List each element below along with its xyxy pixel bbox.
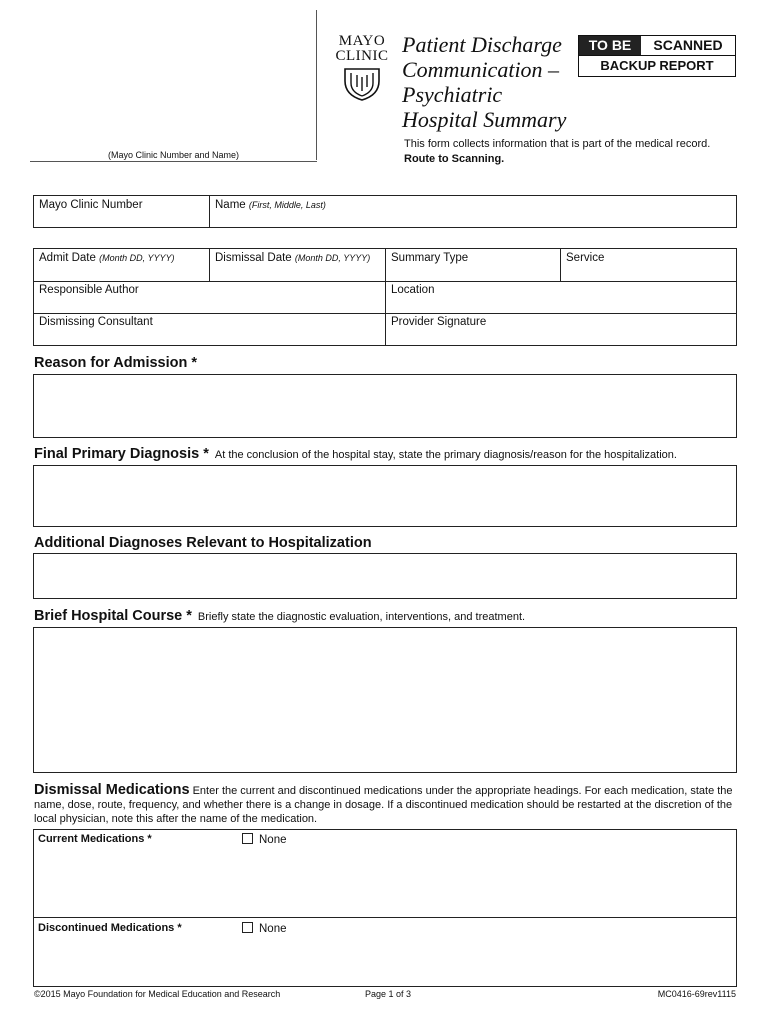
final-diagnosis-description: At the conclusion of the hospital stay, state the primary diagnosis/reason for the hospitalization. (214, 449, 677, 461)
scan-tobe-label: TO BE (579, 36, 641, 55)
patient-label-line (30, 161, 317, 162)
admit-date-hint: (Month DD, YYYY) (99, 253, 175, 263)
form-note (404, 137, 710, 167)
dismissing-consultant-field[interactable] (34, 313, 385, 345)
discontinued-medications-textarea[interactable] (35, 939, 735, 986)
service-label: Service (566, 252, 605, 264)
discontinued-medications-label: Discontinued Medications * (38, 922, 182, 934)
reason-for-admission-title: Reason for Admission * (34, 355, 198, 371)
additional-diagnoses-textarea[interactable] (33, 553, 737, 599)
patient-identity-box (33, 195, 737, 228)
admit-date-label: Admit Date (39, 252, 96, 264)
location-field[interactable] (386, 281, 736, 313)
scan-scanned-label: SCANNED (653, 37, 723, 53)
footer-page-number: Page 1 of 3 (365, 989, 412, 999)
hospital-course-title: Brief Hospital Course * (34, 608, 192, 624)
reason-for-admission-heading (34, 355, 197, 371)
dismissing-consultant-label: Dismissing Consultant (39, 316, 153, 328)
checkbox-icon[interactable] (242, 833, 253, 844)
responsible-author-field[interactable] (34, 281, 385, 313)
provider-signature-field[interactable] (386, 313, 736, 345)
current-none-label: None (259, 834, 287, 846)
additional-diagnoses-heading (34, 535, 372, 551)
location-label: Location (391, 284, 435, 296)
scan-status-box (578, 35, 736, 77)
provider-signature-label: Provider Signature (391, 316, 487, 328)
discontinued-medications-none-checkbox[interactable] (242, 922, 287, 935)
dismissal-date-label: Dismissal Date (215, 252, 292, 264)
mayo-clinic-logo (328, 34, 396, 101)
responsible-author-label: Responsible Author (39, 284, 139, 296)
final-diagnosis-heading (34, 446, 677, 462)
final-diagnosis-textarea[interactable] (33, 465, 737, 527)
service-field[interactable] (561, 249, 736, 281)
shield-icon (342, 67, 382, 101)
mayo-clinic-number-field[interactable] (34, 196, 210, 227)
medications-box (33, 829, 737, 987)
logo-line-2: CLINIC (335, 48, 389, 64)
dismissal-medications-heading (34, 783, 738, 826)
summary-type-field[interactable] (386, 249, 561, 281)
additional-diagnoses-title: Additional Diagnoses Relevant to Hospitalization (34, 535, 372, 551)
discontinued-none-label: None (259, 923, 287, 935)
patient-name-hint: (First, Middle, Last) (248, 200, 326, 210)
title-line-4: Hospital Summary (402, 107, 567, 132)
footer-form-id: MC0416-69rev1115 (657, 989, 736, 999)
dismissal-date-field[interactable] (210, 249, 386, 281)
patient-name-field[interactable] (210, 196, 736, 227)
current-medications-none-checkbox[interactable] (242, 833, 287, 846)
final-diagnosis-title: Final Primary Diagnosis * (34, 446, 209, 462)
form-note-text: This form collects information that is part of the medical record. (404, 138, 711, 150)
mayo-clinic-number-label: Mayo Clinic Number (39, 199, 143, 211)
header-divider (316, 10, 317, 160)
dismissal-medications-description: Enter the current and discontinued medications under the appropriate headings. For each medication, state the name, dose, route, frequency, and whether there is a change in dosage. If a discontinued medication should be restarted at the discretion of the local physician, note this after the name of the medication. (34, 785, 733, 825)
patient-label-caption: (Mayo Clinic Number and Name) (107, 150, 240, 160)
admission-details-grid (33, 248, 737, 346)
title-line-3: Psychiatric (402, 82, 503, 107)
title-line-1: Patient Discharge (402, 32, 562, 57)
hospital-course-heading (34, 608, 525, 624)
medications-divider (34, 917, 736, 918)
hospital-course-textarea[interactable] (33, 627, 737, 773)
form-title (402, 32, 566, 132)
scan-backup-label: BACKUP REPORT (600, 58, 714, 73)
hospital-course-description: Briefly state the diagnostic evaluation, interventions, and treatment. (197, 611, 526, 623)
dismissal-medications-title: Dismissal Medications (34, 782, 190, 798)
current-medications-textarea[interactable] (35, 850, 735, 916)
summary-type-label: Summary Type (391, 252, 469, 264)
logo-line-1: MAYO (338, 33, 386, 49)
current-medications-label: Current Medications * (38, 833, 152, 845)
scan-status-top (579, 36, 735, 56)
checkbox-icon[interactable] (242, 922, 253, 933)
footer-copyright: ©2015 Mayo Foundation for Medical Education and Research (34, 989, 281, 999)
reason-for-admission-textarea[interactable] (33, 374, 737, 438)
title-line-2: Communication – (402, 57, 560, 82)
admit-date-field[interactable] (34, 249, 210, 281)
form-note-route: Route to Scanning. (404, 153, 505, 165)
dismissal-date-hint: (Month DD, YYYY) (294, 253, 371, 263)
patient-name-label: Name (215, 199, 246, 211)
